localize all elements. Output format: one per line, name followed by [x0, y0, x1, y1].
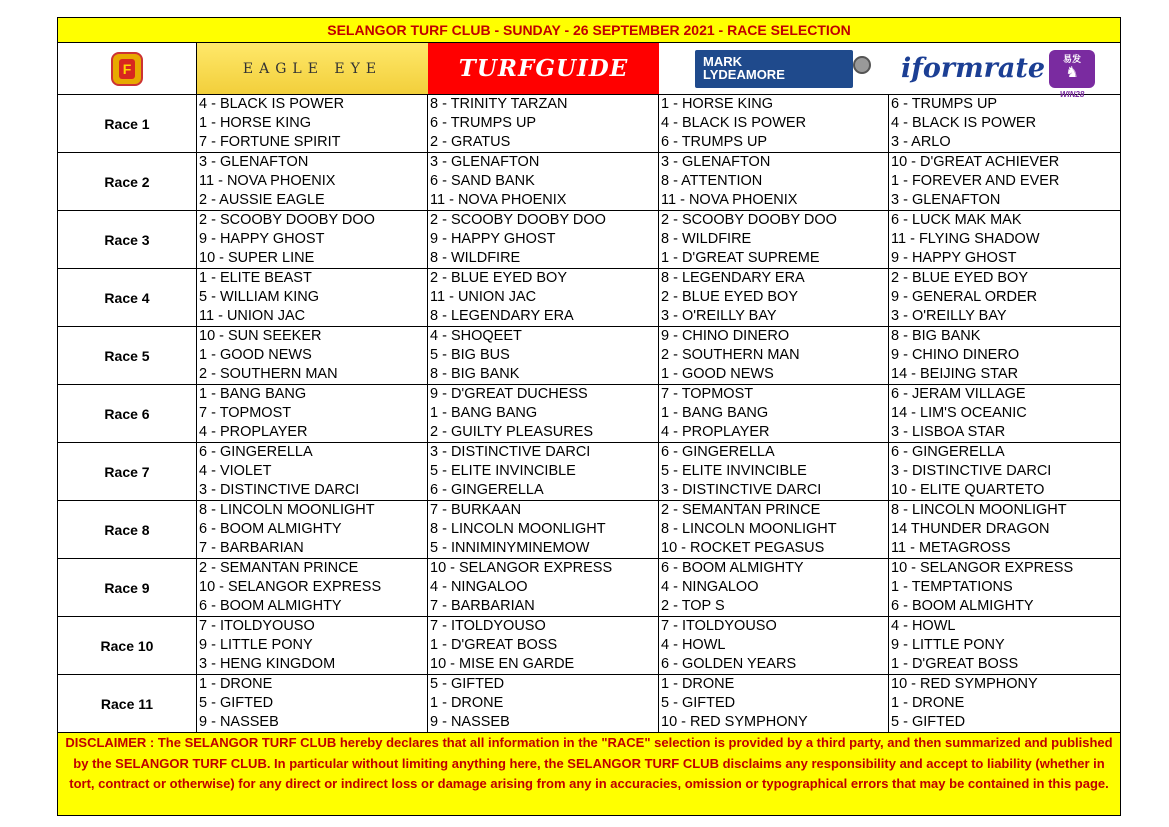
- selection-cell: 10 - RED SYMPHONY: [891, 676, 1038, 692]
- selection-cell: 5 - BIG BUS: [430, 347, 510, 363]
- race-table: [58, 95, 1120, 733]
- tipster-column-3: [659, 327, 889, 384]
- tipster-column-1: [197, 327, 428, 384]
- tipster-column-2: [428, 385, 659, 442]
- race-label: Race 4: [58, 269, 197, 326]
- win28-top-text: 易发: [1063, 53, 1082, 64]
- selection-cell: 3 - ARLO: [891, 134, 951, 150]
- selection-cell: 11 - NOVA PHOENIX: [430, 192, 567, 208]
- race-label: Race 1: [58, 95, 197, 152]
- selection-cell: 1 - HORSE KING: [661, 96, 773, 112]
- selection-cell: 2 - AUSSIE EAGLE: [199, 192, 325, 208]
- selection-cell: 3 - O'REILLY BAY: [661, 308, 777, 324]
- selection-cell: 1 - BANG BANG: [661, 405, 769, 421]
- tipster-logo-row: [58, 43, 1120, 99]
- selection-cell: 4 - HOWL: [891, 618, 956, 634]
- tipster-column-2: [428, 211, 659, 268]
- selection-cell: 2 - BLUE EYED BOY: [430, 270, 567, 286]
- selection-cell: 10 - D'GREAT ACHIEVER: [891, 154, 1060, 170]
- selection-cell: 4 - NINGALOO: [661, 579, 759, 595]
- tipster-column-4: [889, 617, 1120, 674]
- selection-cell: 4 - SHOQEET: [430, 328, 522, 344]
- tipster-column-1: [197, 153, 428, 210]
- mark-lydeamore-line1: MARK: [703, 53, 742, 69]
- selection-cell: 9 - LITTLE PONY: [891, 637, 1005, 653]
- selection-cell: 1 - DRONE: [199, 676, 273, 692]
- tipster-column-4: [889, 95, 1120, 152]
- selection-cell: 3 - DISTINCTIVE DARCI: [891, 463, 1052, 479]
- selection-cell: 3 - GLENAFTON: [199, 154, 309, 170]
- selection-cell: 8 - LINCOLN MOONLIGHT: [661, 521, 837, 537]
- selection-cell: 3 - GLENAFTON: [661, 154, 771, 170]
- selection-cell: 2 - GRATUS: [430, 134, 511, 150]
- race-label: Race 7: [58, 443, 197, 500]
- tipster-column-3: [659, 211, 889, 268]
- selection-cell: 8 - LINCOLN MOONLIGHT: [430, 521, 606, 537]
- selection-cell: 6 - TRUMPS UP: [430, 115, 537, 131]
- page-title: SELANGOR TURF CLUB - SUNDAY - 26 SEPTEMBER 2021 - RACE SELECTION: [58, 17, 1120, 43]
- race-selection-sheet: [57, 17, 1121, 816]
- selection-cell: 11 - NOVA PHOENIX: [199, 173, 336, 189]
- selection-cell: 5 - ELITE INVINCIBLE: [430, 463, 576, 479]
- selection-cell: 10 - SUPER LINE: [199, 250, 315, 266]
- selection-cell: 1 - DRONE: [891, 695, 965, 711]
- selection-cell: 7 - BARBARIAN: [199, 540, 304, 556]
- selection-cell: 2 - SEMANTAN PRINCE: [661, 502, 821, 518]
- selection-cell: 3 - DISTINCTIVE DARCI: [199, 482, 360, 498]
- selection-cell: 9 - HAPPY GHOST: [199, 231, 325, 247]
- selection-cell: 6 - GINGERELLA: [891, 444, 1005, 460]
- turfguide-logo: TURFGUIDE: [428, 43, 659, 94]
- selection-cell: 7 - ITOLDYOUSO: [199, 618, 315, 634]
- tipster-column-2: [428, 559, 659, 616]
- tipster-column-4: [889, 269, 1120, 326]
- tipster-column-1: [197, 269, 428, 326]
- selection-cell: 3 - DISTINCTIVE DARCI: [661, 482, 822, 498]
- tipster-column-2: [428, 675, 659, 732]
- selection-cell: 9 - CHINO DINERO: [891, 347, 1020, 363]
- selection-cell: 3 - LISBOA STAR: [891, 424, 1006, 440]
- selection-cell: 7 - ITOLDYOUSO: [661, 618, 777, 634]
- selection-cell: 8 - BIG BANK: [430, 366, 520, 382]
- selection-cell: 8 - LINCOLN MOONLIGHT: [199, 502, 375, 518]
- selection-cell: 1 - BANG BANG: [199, 386, 307, 402]
- selection-cell: 4 - BLACK IS POWER: [661, 115, 807, 131]
- tipster-column-4: [889, 675, 1120, 732]
- selection-cell: 14 THUNDER DRAGON: [891, 521, 1050, 537]
- selection-cell: 4 - HOWL: [661, 637, 726, 653]
- selection-cell: 7 - TOPMOST: [661, 386, 754, 402]
- selection-cell: 14 - LIM'S OCEANIC: [891, 405, 1027, 421]
- selection-cell: 5 - ELITE INVINCIBLE: [661, 463, 807, 479]
- selection-cell: 7 - ITOLDYOUSO: [430, 618, 546, 634]
- tipster-column-1: [197, 675, 428, 732]
- selection-cell: 5 - GIFTED: [199, 695, 274, 711]
- selection-cell: 7 - TOPMOST: [199, 405, 292, 421]
- selection-cell: 5 - GIFTED: [430, 676, 505, 692]
- tipster-column-2: [428, 269, 659, 326]
- tipster-column-1: [197, 559, 428, 616]
- selection-cell: 9 - HAPPY GHOST: [891, 250, 1017, 266]
- selection-cell: 1 - D'GREAT BOSS: [891, 656, 1019, 672]
- selection-cell: 1 - GOOD NEWS: [199, 347, 312, 363]
- tipster-column-3: [659, 675, 889, 732]
- selection-cell: 4 - BLACK IS POWER: [891, 115, 1037, 131]
- selection-cell: 6 - GINGERELLA: [430, 482, 544, 498]
- selection-cell: 4 - VIOLET: [199, 463, 272, 479]
- selection-cell: 6 - JERAM VILLAGE: [891, 386, 1026, 402]
- selection-cell: 5 - WILLIAM KING: [199, 289, 320, 305]
- stc-logo-cell: [58, 43, 197, 94]
- selection-cell: 2 - SEMANTAN PRINCE: [199, 560, 359, 576]
- selection-cell: 1 - HORSE KING: [199, 115, 311, 131]
- selection-cell: 4 - BLACK IS POWER: [199, 96, 345, 112]
- selection-cell: 1 - D'GREAT BOSS: [430, 637, 558, 653]
- selection-cell: 6 - GOLDEN YEARS: [661, 656, 797, 672]
- selection-cell: 11 - FLYING SHADOW: [891, 231, 1040, 247]
- race-row: [58, 501, 1120, 559]
- selection-cell: 14 - BEIJING STAR: [891, 366, 1019, 382]
- selection-cell: 7 - FORTUNE SPIRIT: [199, 134, 341, 150]
- selection-cell: 3 - DISTINCTIVE DARCI: [430, 444, 591, 460]
- selection-cell: 3 - HENG KINGDOM: [199, 656, 336, 672]
- selection-cell: 11 - UNION JAC: [199, 308, 306, 324]
- win28-badge: [1049, 50, 1095, 99]
- selection-cell: 10 - SUN SEEKER: [199, 328, 322, 344]
- selection-cell: 10 - SELANGOR EXPRESS: [891, 560, 1074, 576]
- selection-cell: 6 - BOOM ALMIGHTY: [199, 521, 342, 537]
- selection-cell: 5 - GIFTED: [891, 714, 966, 730]
- race-row: [58, 211, 1120, 269]
- race-label: Race 10: [58, 617, 197, 674]
- race-row: [58, 443, 1120, 501]
- selection-cell: 10 - SELANGOR EXPRESS: [199, 579, 382, 595]
- tipster-column-2: [428, 95, 659, 152]
- selection-cell: 2 - SCOOBY DOOBY DOO: [430, 212, 606, 228]
- win28-text: WIN28: [1059, 89, 1085, 99]
- selection-cell: 4 - PROPLAYER: [661, 424, 770, 440]
- selection-cell: 9 - D'GREAT DUCHESS: [430, 386, 588, 402]
- selection-cell: 6 - SAND BANK: [430, 173, 535, 189]
- selection-cell: 1 - D'GREAT SUPREME: [661, 250, 820, 266]
- selection-cell: 6 - TRUMPS UP: [891, 96, 998, 112]
- tipster-column-3: [659, 443, 889, 500]
- tipster-column-4: [889, 559, 1120, 616]
- race-row: [58, 385, 1120, 443]
- tipster-column-3: [659, 153, 889, 210]
- selection-cell: 10 - RED SYMPHONY: [661, 714, 808, 730]
- tipster-column-4: [889, 385, 1120, 442]
- selection-cell: 8 - LEGENDARY ERA: [430, 308, 574, 324]
- tipster-column-2: [428, 443, 659, 500]
- race-row: [58, 153, 1120, 211]
- selection-cell: 6 - BOOM ALMIGHTY: [891, 598, 1034, 614]
- selection-cell: 9 - GENERAL ORDER: [891, 289, 1038, 305]
- selection-cell: 2 - TOP S: [661, 598, 725, 614]
- selection-cell: 9 - CHINO DINERO: [661, 328, 790, 344]
- selection-cell: 8 - WILDFIRE: [661, 231, 752, 247]
- selection-cell: 2 - SOUTHERN MAN: [199, 366, 338, 382]
- selection-cell: 3 - GLENAFTON: [891, 192, 1001, 208]
- selection-cell: 6 - BOOM ALMIGHTY: [661, 560, 804, 576]
- tipster-column-2: [428, 617, 659, 674]
- tipster-column-4: [889, 211, 1120, 268]
- tipster-column-1: [197, 385, 428, 442]
- tipster-column-2: [428, 153, 659, 210]
- tipster-column-1: [197, 95, 428, 152]
- tipster-column-4: [889, 327, 1120, 384]
- iformrate-text: iformrate: [901, 53, 1046, 84]
- mark-lydeamore-logo: [659, 43, 889, 94]
- race-label: Race 9: [58, 559, 197, 616]
- tipster-column-2: [428, 327, 659, 384]
- selection-cell: 9 - NASSEB: [199, 714, 279, 730]
- selection-cell: 10 - ROCKET PEGASUS: [661, 540, 825, 556]
- selection-cell: 4 - PROPLAYER: [199, 424, 308, 440]
- race-label: Race 8: [58, 501, 197, 558]
- selection-cell: 6 - BOOM ALMIGHTY: [199, 598, 342, 614]
- selection-cell: 10 - MISE EN GARDE: [430, 656, 575, 672]
- selection-cell: 9 - NASSEB: [430, 714, 510, 730]
- selection-cell: 6 - GINGERELLA: [199, 444, 313, 460]
- eagle-eye-logo: EAGLE EYE: [197, 43, 428, 94]
- race-row: [58, 559, 1120, 617]
- selection-cell: 8 - WILDFIRE: [430, 250, 521, 266]
- selection-cell: 9 - LITTLE PONY: [199, 637, 313, 653]
- selection-cell: 5 - GIFTED: [661, 695, 736, 711]
- tipster-column-3: [659, 95, 889, 152]
- selection-cell: 7 - BURKAAN: [430, 502, 522, 518]
- selection-cell: 10 - ELITE QUARTETO: [891, 482, 1045, 498]
- tipster-column-3: [659, 617, 889, 674]
- tipster-column-4: [889, 501, 1120, 558]
- selection-cell: 2 - SCOOBY DOOBY DOO: [199, 212, 375, 228]
- race-row: [58, 95, 1120, 153]
- selection-cell: 2 - BLUE EYED BOY: [891, 270, 1028, 286]
- selection-cell: 11 - METAGROSS: [891, 540, 1011, 556]
- race-label: Race 11: [58, 675, 197, 732]
- tipster-column-3: [659, 501, 889, 558]
- iformrate-logo: [889, 43, 1120, 99]
- race-row: [58, 617, 1120, 675]
- selection-cell: 9 - HAPPY GHOST: [430, 231, 556, 247]
- selection-cell: 11 - UNION JAC: [430, 289, 537, 305]
- tipster-column-4: [889, 443, 1120, 500]
- selection-cell: 1 - FOREVER AND EVER: [891, 173, 1060, 189]
- selection-cell: 11 - NOVA PHOENIX: [661, 192, 798, 208]
- tipster-column-1: [197, 443, 428, 500]
- tipster-column-1: [197, 211, 428, 268]
- race-label: Race 5: [58, 327, 197, 384]
- mark-lydeamore-badge: [695, 50, 853, 88]
- disclaimer-text: DISCLAIMER : The SELANGOR TURF CLUB hereby declares that all information in the "RACE" selection is provided by a third party, and then summarized and published by the SELANGOR TURF CLUB. In particular without limiting anything here, the SELANGOR TURF CLUB disclaims any responsibility and accept to liability (whether in tort, contract or otherwise) for any direct or indirect loss or damage arising from any in accuracies, omission or typographical errors that may be contained in this page.: [58, 733, 1120, 816]
- selection-cell: 1 - GOOD NEWS: [661, 366, 774, 382]
- selection-cell: 2 - GUILTY PLEASURES: [430, 424, 594, 440]
- selection-cell: 8 - BIG BANK: [891, 328, 981, 344]
- selection-cell: 1 - DRONE: [430, 695, 504, 711]
- selection-cell: 6 - GINGERELLA: [661, 444, 775, 460]
- microphone-icon: [853, 56, 871, 74]
- selection-cell: 8 - ATTENTION: [661, 173, 763, 189]
- selection-cell: 10 - SELANGOR EXPRESS: [430, 560, 613, 576]
- race-label: Race 3: [58, 211, 197, 268]
- selection-cell: 5 - INNIMINYMINEMOW: [430, 540, 590, 556]
- tipster-column-1: [197, 501, 428, 558]
- selection-cell: 8 - LINCOLN MOONLIGHT: [891, 502, 1067, 518]
- race-label: Race 2: [58, 153, 197, 210]
- selection-cell: 8 - TRINITY TARZAN: [430, 96, 568, 112]
- race-row: [58, 327, 1120, 385]
- selection-cell: 1 - DRONE: [661, 676, 735, 692]
- tipster-column-1: [197, 617, 428, 674]
- selection-cell: 1 - BANG BANG: [430, 405, 538, 421]
- tipster-column-2: [428, 501, 659, 558]
- selection-cell: 1 - ELITE BEAST: [199, 270, 312, 286]
- mark-lydeamore-line2: LYDEAMORE: [703, 66, 785, 82]
- selection-cell: 6 - TRUMPS UP: [661, 134, 768, 150]
- selection-cell: 2 - BLUE EYED BOY: [661, 289, 798, 305]
- selection-cell: 3 - GLENAFTON: [430, 154, 540, 170]
- stc-logo-icon: F: [111, 52, 143, 86]
- selection-cell: 6 - LUCK MAK MAK: [891, 212, 1022, 228]
- horse-icon: ♞: [1065, 63, 1079, 81]
- tipster-column-3: [659, 269, 889, 326]
- selection-cell: 2 - SOUTHERN MAN: [661, 347, 800, 363]
- selection-cell: 7 - BARBARIAN: [430, 598, 535, 614]
- selection-cell: 8 - LEGENDARY ERA: [661, 270, 805, 286]
- tipster-column-4: [889, 153, 1120, 210]
- selection-cell: 2 - SCOOBY DOOBY DOO: [661, 212, 837, 228]
- race-row: [58, 269, 1120, 327]
- selection-cell: 1 - TEMPTATIONS: [891, 579, 1013, 595]
- selection-cell: 3 - O'REILLY BAY: [891, 308, 1007, 324]
- selection-cell: 4 - NINGALOO: [430, 579, 528, 595]
- race-label: Race 6: [58, 385, 197, 442]
- tipster-column-3: [659, 559, 889, 616]
- race-row: [58, 675, 1120, 733]
- tipster-column-3: [659, 385, 889, 442]
